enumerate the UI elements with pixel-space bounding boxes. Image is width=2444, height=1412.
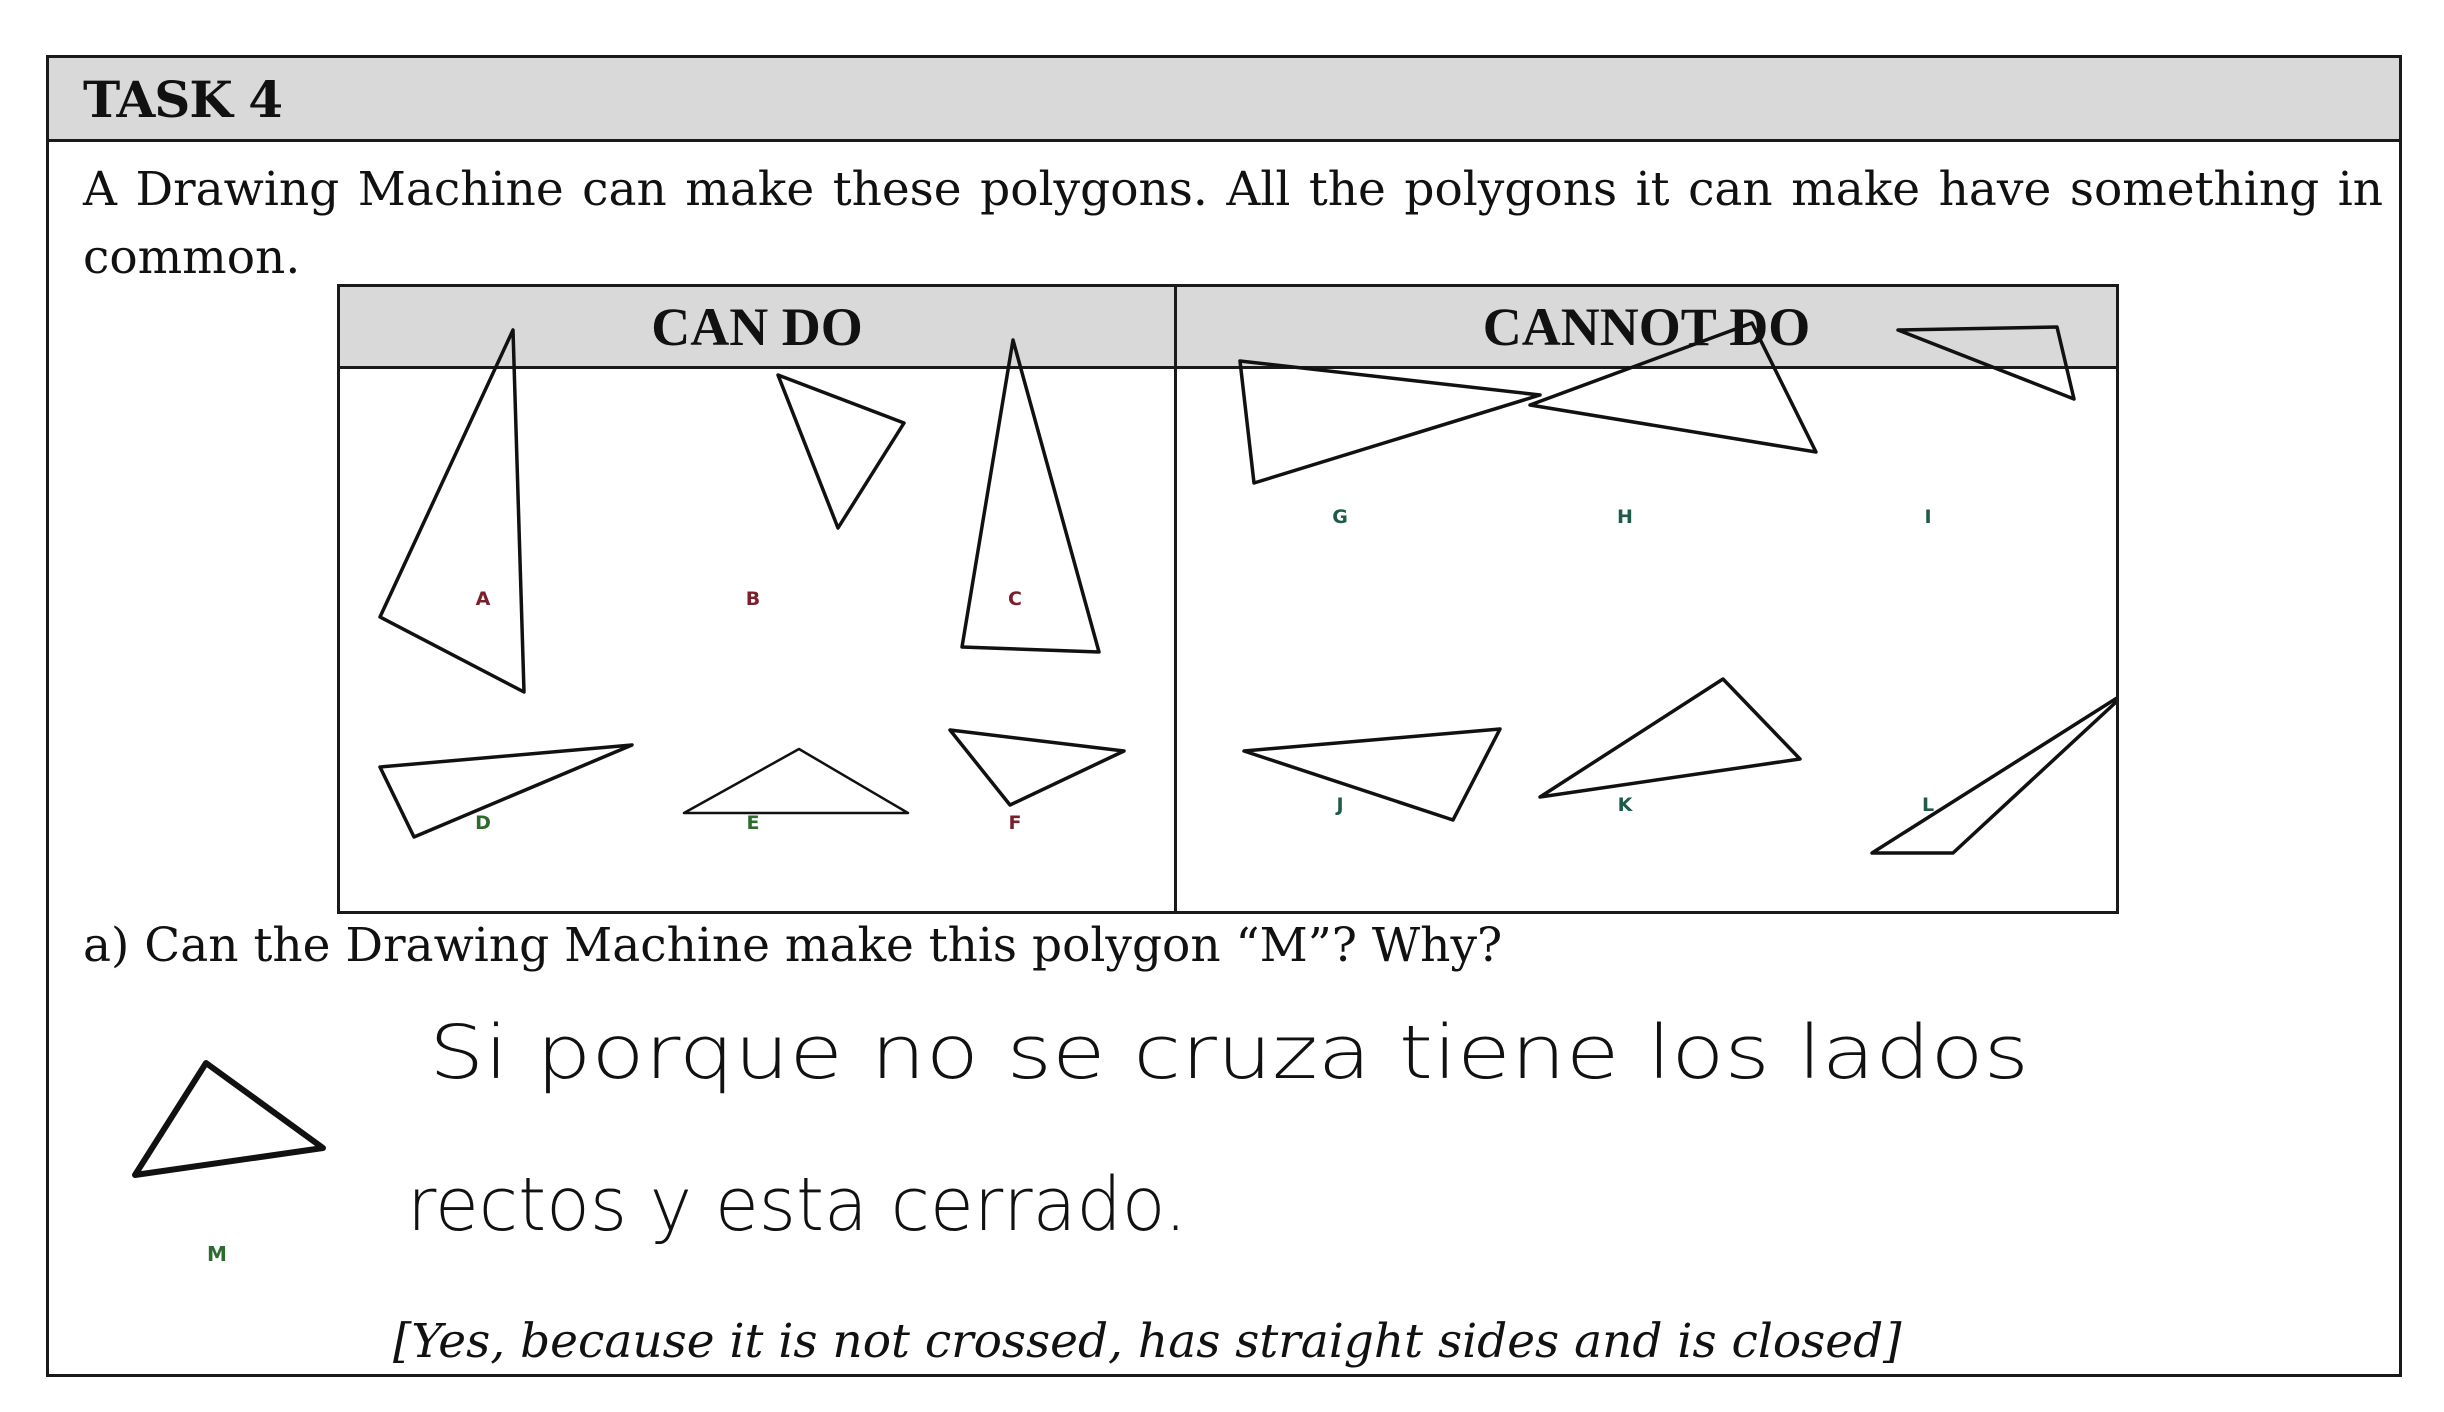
label-g: G bbox=[1332, 506, 1348, 528]
label-c: C bbox=[1008, 588, 1022, 610]
answer-area bbox=[49, 58, 2399, 1374]
label-h: H bbox=[1617, 506, 1633, 528]
task-intro: A Drawing Machine can make these polygons. All the polygons it can make have something in common. bbox=[83, 162, 2383, 285]
label-k: K bbox=[1617, 794, 1633, 816]
label-a: A bbox=[475, 588, 491, 610]
task-box bbox=[46, 55, 2402, 1377]
handwritten-answer-line1: Si porque no se cruza tiene los lados bbox=[429, 1010, 2029, 1096]
label-e: E bbox=[746, 812, 760, 834]
question-a: a) Can the Drawing Machine make this polygon “M”? Why? bbox=[83, 918, 1503, 973]
cannot-do-header: CANNOT DO bbox=[1177, 287, 2116, 369]
label-i: I bbox=[1924, 506, 1932, 528]
triangle-m bbox=[135, 1063, 323, 1175]
label-b: B bbox=[745, 588, 761, 610]
label-f: F bbox=[1008, 812, 1022, 834]
label-d: D bbox=[475, 812, 491, 834]
label-m: M bbox=[207, 1242, 227, 1266]
answer-translation: [Yes, because it is not crossed, has straight sides and is closed] bbox=[393, 1314, 1902, 1369]
handwritten-answer-line2: rectos y esta cerrado. bbox=[407, 1162, 1187, 1248]
task-title: TASK 4 bbox=[83, 70, 283, 129]
label-l: L bbox=[1921, 794, 1935, 816]
can-do-header: CAN DO bbox=[340, 287, 1177, 369]
label-j: J bbox=[1336, 794, 1344, 816]
